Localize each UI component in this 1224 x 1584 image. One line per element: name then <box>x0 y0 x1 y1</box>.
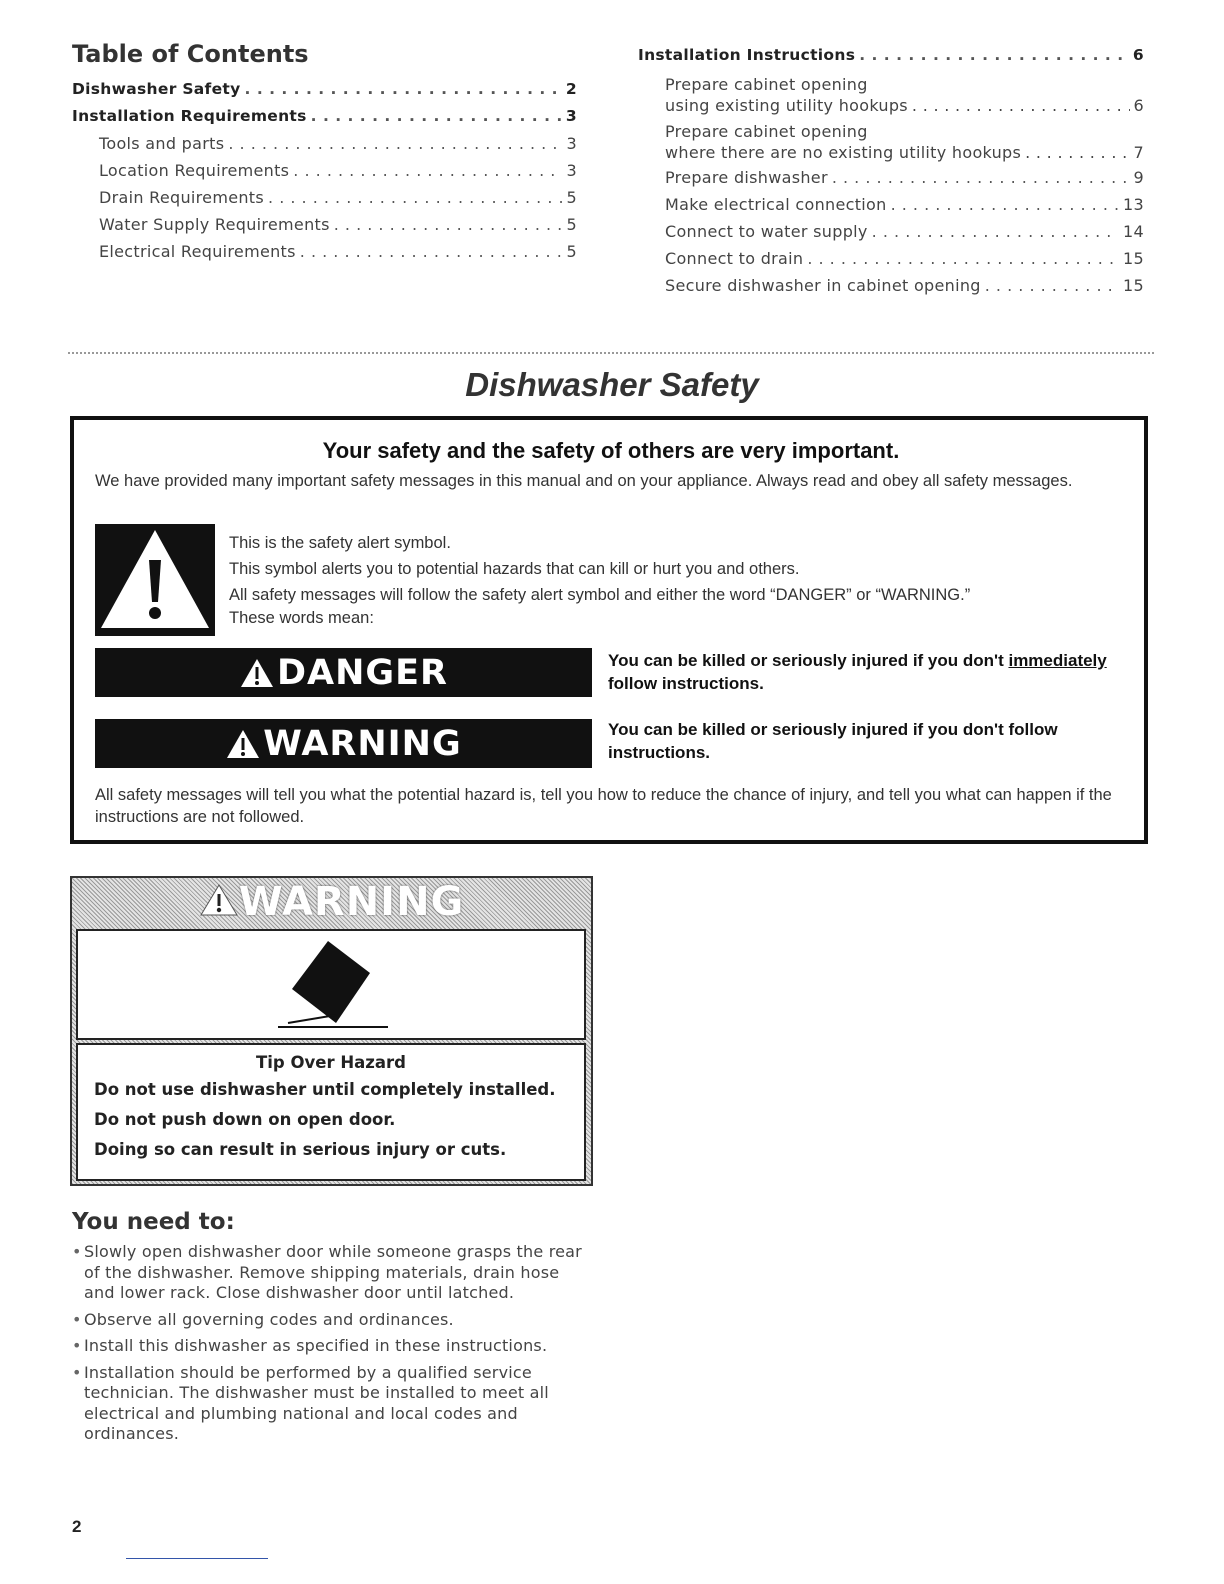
tip-over-illustration <box>76 929 586 1040</box>
safety-outro: All safety messages will tell you what the potential hazard is, tell you how to reduce the chance of injury, and tell you what can happen if the instructions are not followed. <box>95 786 1112 826</box>
toc-entry[interactable]: Installation Requirements . . . 3 <box>72 103 577 130</box>
toc-entry[interactable]: Make electrical connection . . . 13 <box>638 191 1144 218</box>
hazard-title: Tip Over Hazard <box>256 1053 406 1072</box>
section-title: Dishwasher Safety <box>465 366 759 403</box>
list-item: • Installation should be performed by a qualified service technician. The dishwasher must be installed to meet all electrical and plumbing national and local codes and ordinances. <box>72 1363 592 1445</box>
toc-entry[interactable]: Drain Requirements . . . 5 <box>72 184 577 211</box>
toc-entry[interactable]: Tools and parts . . . 3 <box>72 130 577 157</box>
danger-alert-icon <box>239 657 275 689</box>
toc-entry[interactable]: Secure dishwasher in cabinet opening . . . 15 <box>638 272 1144 299</box>
danger-signal-bar: DANGER <box>95 648 592 697</box>
safety-heading: Your safety and the safety of others are very important. <box>322 438 900 463</box>
section-divider <box>68 352 1154 354</box>
warning-description: You can be killed or seriously injured if you don't follow instructions. <box>608 720 1058 762</box>
you-need-list <box>72 1242 592 1451</box>
warning-alert-icon <box>199 883 239 917</box>
list-item: • Slowly open dishwasher door while someone grasps the rear of the dishwasher. Remove shipping materials, drain hose and lower rack. Close dishwasher door until latched. <box>72 1242 592 1304</box>
toc-entry[interactable]: Dishwasher Safety . . . 2 <box>72 76 577 103</box>
toc-left-column <box>72 76 577 265</box>
warning-alert-icon <box>225 728 261 760</box>
alert-explanation: This is the safety alert symbol. This symbol alerts you to potential hazards that can kill or hurt you and others. All safety messages will follow the safety alert symbol and either the word “DANGER” or “WARNING.” These words mean: <box>229 534 971 627</box>
toc-title: Table of Contents <box>72 40 309 68</box>
warning-signal-bar: WARNING <box>95 719 592 768</box>
toc-entry[interactable]: Connect to drain . . . 15 <box>638 245 1144 272</box>
footer-rule <box>126 1558 268 1559</box>
toc-entry[interactable]: Prepare cabinet opening where there are no existing utility hookups . . . 7 <box>638 121 1144 163</box>
tip-over-text: Tip Over Hazard Do not use dishwasher until completely installed. Do not push down on open door. Doing so can result in serious injury or cuts. <box>76 1043 586 1181</box>
toc-entry[interactable]: Water Supply Requirements . . . 5 <box>72 211 577 238</box>
you-need-title: You need to: <box>72 1209 235 1235</box>
safety-intro: We have provided many important safety messages in this manual and on your appliance. Always read and obey all safety messages. <box>95 472 1073 490</box>
toc-entry[interactable]: Connect to water supply . . . 14 <box>638 218 1144 245</box>
danger-description: You can be killed or seriously injured if you don't immediately follow instructions. <box>608 651 1107 693</box>
toc-entry[interactable]: Prepare cabinet opening using existing utility hookups . . . 6 <box>638 74 1144 116</box>
toc-right-column <box>638 42 1144 299</box>
list-item: • Install this dishwasher as specified in these instructions. <box>72 1336 592 1357</box>
toc-entry[interactable]: Electrical Requirements . . . 5 <box>72 238 577 265</box>
tip-over-warning-label: WARNING <box>72 876 591 928</box>
toc-entry[interactable]: Location Requirements . . . 3 <box>72 157 577 184</box>
page-number: 2 <box>72 1517 82 1536</box>
toc-entry[interactable]: Prepare dishwasher . . . 9 <box>638 164 1144 191</box>
toc-entry[interactable]: Installation Instructions . . . 6 <box>638 42 1144 69</box>
safety-alert-icon <box>95 524 215 636</box>
list-item: • Observe all governing codes and ordinances. <box>72 1310 592 1331</box>
